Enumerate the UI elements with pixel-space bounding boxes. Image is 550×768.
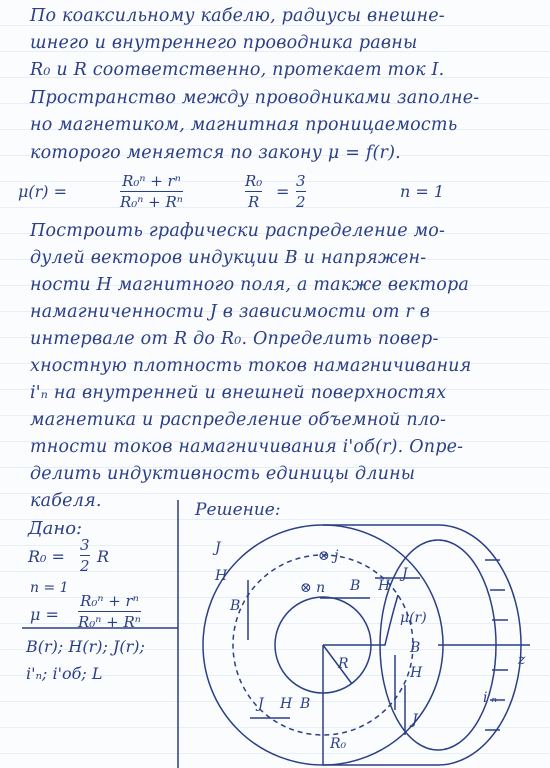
task-line-4: намагниченности J в зависимости от r в xyxy=(30,302,431,322)
label-z-axis: z xyxy=(518,652,526,668)
ratio-numerator: R₀ xyxy=(245,172,263,190)
task-line-6: хностную плотность токов намагничивания xyxy=(30,356,472,376)
label-b-left: B xyxy=(230,598,241,614)
given-mu-num: R₀ⁿ + rⁿ xyxy=(80,592,139,610)
problem-line-3: R₀ и R соответственно, протекает ток I. xyxy=(30,60,445,80)
label-h-mid: H xyxy=(378,578,391,594)
label-i-n: i'ₙ xyxy=(483,690,497,706)
find-line-1: B(r); H(r); J(r); xyxy=(26,637,145,656)
mu-curve xyxy=(323,595,398,645)
problem-line-1: По коаксильному кабелю, радиусы внешне- xyxy=(30,6,445,26)
label-b-right: B xyxy=(410,640,421,656)
task-line-10: делить индуктивность единицы длины xyxy=(30,464,416,484)
label-j-mid: J xyxy=(402,566,408,582)
task-line-9: тности токов намагничивания i'об(r). Опре- xyxy=(30,437,464,457)
task-line-5: интервале от R до R₀. Определить повер- xyxy=(30,329,439,349)
mu-numerator: R₀ⁿ + rⁿ xyxy=(122,172,181,190)
problem-line-2: шнего и внутреннего проводника равны xyxy=(30,33,418,53)
task-line-11: кабеля. xyxy=(30,491,102,511)
task-line-2: дулей векторов индукции B и напряжен- xyxy=(30,248,427,268)
label-b-mid: B xyxy=(350,578,361,594)
ratio-denominator: R xyxy=(248,193,260,211)
task-line-7: i'ₙ на внутренней и внешней поверхностях xyxy=(30,383,447,403)
task-line-3: ности H магнитного поля, а также вектора xyxy=(30,275,470,295)
given-mu: μ = xyxy=(30,605,59,624)
label-radius-r: R xyxy=(338,656,349,672)
label-mu-r: μ(r) xyxy=(400,610,427,626)
problem-line-6: которого меняется по закону μ = f(r). xyxy=(30,143,401,163)
given-mu-den: R₀ⁿ + Rⁿ xyxy=(78,613,141,631)
given-n: n = 1 xyxy=(30,580,69,596)
ratio-equals: = xyxy=(276,182,290,201)
ratio-value-num: 3 xyxy=(296,172,306,190)
mu-lhs: μ(r) = xyxy=(18,182,68,201)
problem-line-5: но магнетиком, магнитная проницаемость xyxy=(30,115,458,135)
label-h-right: H xyxy=(410,665,423,681)
label-j-current: ⊗ j xyxy=(318,548,339,564)
n-value: n = 1 xyxy=(400,182,445,201)
label-j-bottom-right: J xyxy=(412,712,418,728)
given-title: Дано: xyxy=(28,518,83,539)
find-line-2: i'ₙ; i'об; L xyxy=(26,664,103,683)
given-r0-num: 3 xyxy=(80,536,90,554)
task-line-8: магнетика и распределение объемной пло- xyxy=(30,410,447,430)
task-line-1: Построить графически распределение мо- xyxy=(30,221,446,241)
problem-line-4: Пространство между проводниками заполне- xyxy=(30,88,480,108)
solution-title: Решение: xyxy=(195,500,281,520)
label-radius-r0: R₀ xyxy=(330,736,347,752)
label-h-left: H xyxy=(215,568,228,584)
label-n: ⊗ n xyxy=(300,580,326,596)
ratio-value-den: 2 xyxy=(296,193,306,211)
label-j-left: J xyxy=(215,540,221,556)
mu-denominator: R₀ⁿ + Rⁿ xyxy=(120,193,183,211)
label-b-bottom: B xyxy=(300,696,311,712)
given-r0-tail: R xyxy=(97,547,110,566)
given-r0-den: 2 xyxy=(80,557,90,575)
label-j-bottom-left: J xyxy=(258,696,264,712)
label-h-bottom: H xyxy=(280,696,293,712)
given-r0: R₀ = xyxy=(28,547,65,566)
